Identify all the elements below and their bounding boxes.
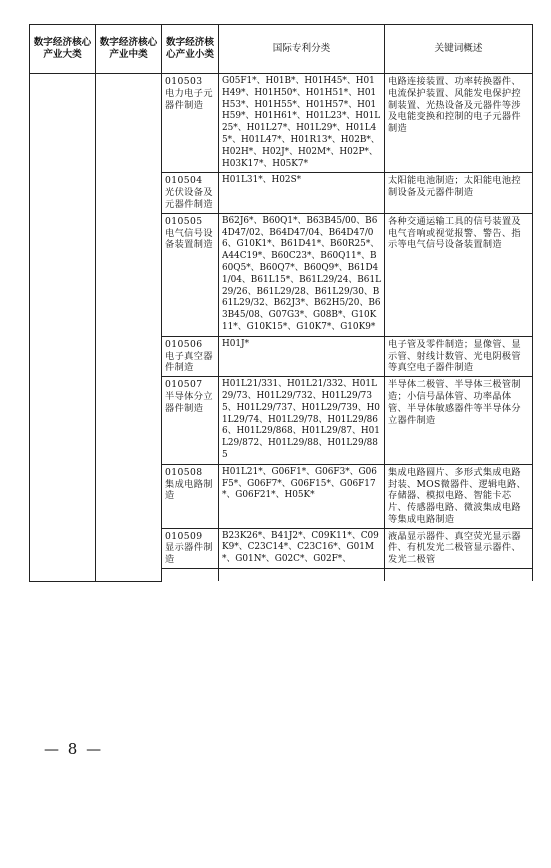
keywords-cell: 各种交通运输工具的信号装置及电气音响或视觉报警、警告、指示等电气信号设备装置制造 bbox=[385, 213, 533, 336]
tail-cell bbox=[219, 569, 385, 582]
keywords-cell: 太阳能电池制造；太阳能电池控制设备及元器件制造 bbox=[385, 173, 533, 213]
category-cell-empty bbox=[30, 74, 96, 582]
classification-table bbox=[29, 24, 533, 582]
header-keywords: 关键词概述 bbox=[385, 25, 533, 74]
keywords-cell: 电子管及零件制造；显像管、显示管、射线计数管、光电阴极管等真空电子器件制造 bbox=[385, 336, 533, 376]
ipc-cell: G05F1*、H01B*、H01H45*、H01H49*、H01H50*、H01H51*、H01H53*、H01H55*、H01H57*、H01H59*、H01H61*、H01L23*、H01L25*、H01L27*、H01L29*、H01L45*、H01L47*、H01R13*、H02B*、H02H*、H02J*、H02M*、H02P*、H03K17*、H05K7* bbox=[219, 74, 385, 173]
table-header-row bbox=[30, 25, 533, 74]
header-sub-category: 数字经济核心产业小类 bbox=[162, 25, 219, 74]
table-row bbox=[30, 74, 533, 173]
ipc-cell: H01L31*、H02S* bbox=[219, 173, 385, 213]
keywords-cell: 液晶显示器件、真空荧光显示器件、有机发光二极管显示器件、发光二极管 bbox=[385, 528, 533, 568]
sub-category-cell: 010507 半导体分立器件制造 bbox=[162, 377, 219, 465]
ipc-cell: H01J* bbox=[219, 336, 385, 376]
sub-category-cell: 010505 电气信号设备装置制造 bbox=[162, 213, 219, 336]
sub-category-cell: 010508 集成电路制造 bbox=[162, 464, 219, 528]
ipc-cell: H01L21*、G06F1*、G06F3*、G06F5*、G06F7*、G06F15*、G06F17*、G06F21*、H05K* bbox=[219, 464, 385, 528]
sub-category-cell: 010504 光伏设备及元器件制造 bbox=[162, 173, 219, 213]
sub-category-cell: 010503 电力电子元器件制造 bbox=[162, 74, 219, 173]
tail-cell bbox=[162, 569, 219, 582]
keywords-cell: 集成电路圆片、多形式集成电路封装、MOS微器件、逻辑电路、存储器、模拟电路、智能卡芯片、传感器电路、微波集成电路等集成电路制造 bbox=[385, 464, 533, 528]
header-category: 数字经济核心产业大类 bbox=[30, 25, 96, 74]
tail-cell bbox=[385, 569, 533, 582]
keywords-cell: 半导体二极管、半导体三极管制造；小信号晶体管、功率晶体管、半导体敏感器件等半导体分立器件制造 bbox=[385, 377, 533, 465]
ipc-cell: B62J6*、B60Q1*、B63B45/00、B64D47/02、B64D47/04、B64D47/06、G10K1*、B61D41*、B60R25*、A44C19*、B60C23*、B60Q11*、B60Q5*、B60Q7*、B60Q9*、B61D41/04、B61L15*、B61L29/24、B61L29/26、B61L29/28、B61L29/30、B61L29/32、B62J3*、B62H5/20、B63B45/08、G07G3*、G08B*、G10K11*、G10K15*、G10K7*、G10K9* bbox=[219, 213, 385, 336]
page-number: — 8 — bbox=[44, 740, 104, 758]
ipc-cell: B23K26*、B41J2*、C09K11*、C09K9*、C23C14*、C23C16*、G01M*、G01N*、G02C*、G02F*、 bbox=[219, 528, 385, 568]
mid-category-cell-empty bbox=[96, 74, 162, 582]
header-ipc: 国际专利分类 bbox=[219, 25, 385, 74]
keywords-cell: 电路连接装置、功率转换器件、电流保护装置、风能发电保护控制装置、光热设备及元器件等涉及电能变换和控制的电子元器件制造 bbox=[385, 74, 533, 173]
sub-category-cell: 010506 电子真空器件制造 bbox=[162, 336, 219, 376]
header-mid-category: 数字经济核心产业中类 bbox=[96, 25, 162, 74]
sub-category-cell: 010509 显示器件制造 bbox=[162, 528, 219, 568]
ipc-cell: H01L21/331、H01L21/332、H01L29/73、H01L29/732、H01L29/735、H01L29/737、H01L29/739、H01L29/74、H01L29/78、H01L29/866、H01L29/868、H01L29/87、H01L29/872、H01L29/88、H01L29/885 bbox=[219, 377, 385, 465]
